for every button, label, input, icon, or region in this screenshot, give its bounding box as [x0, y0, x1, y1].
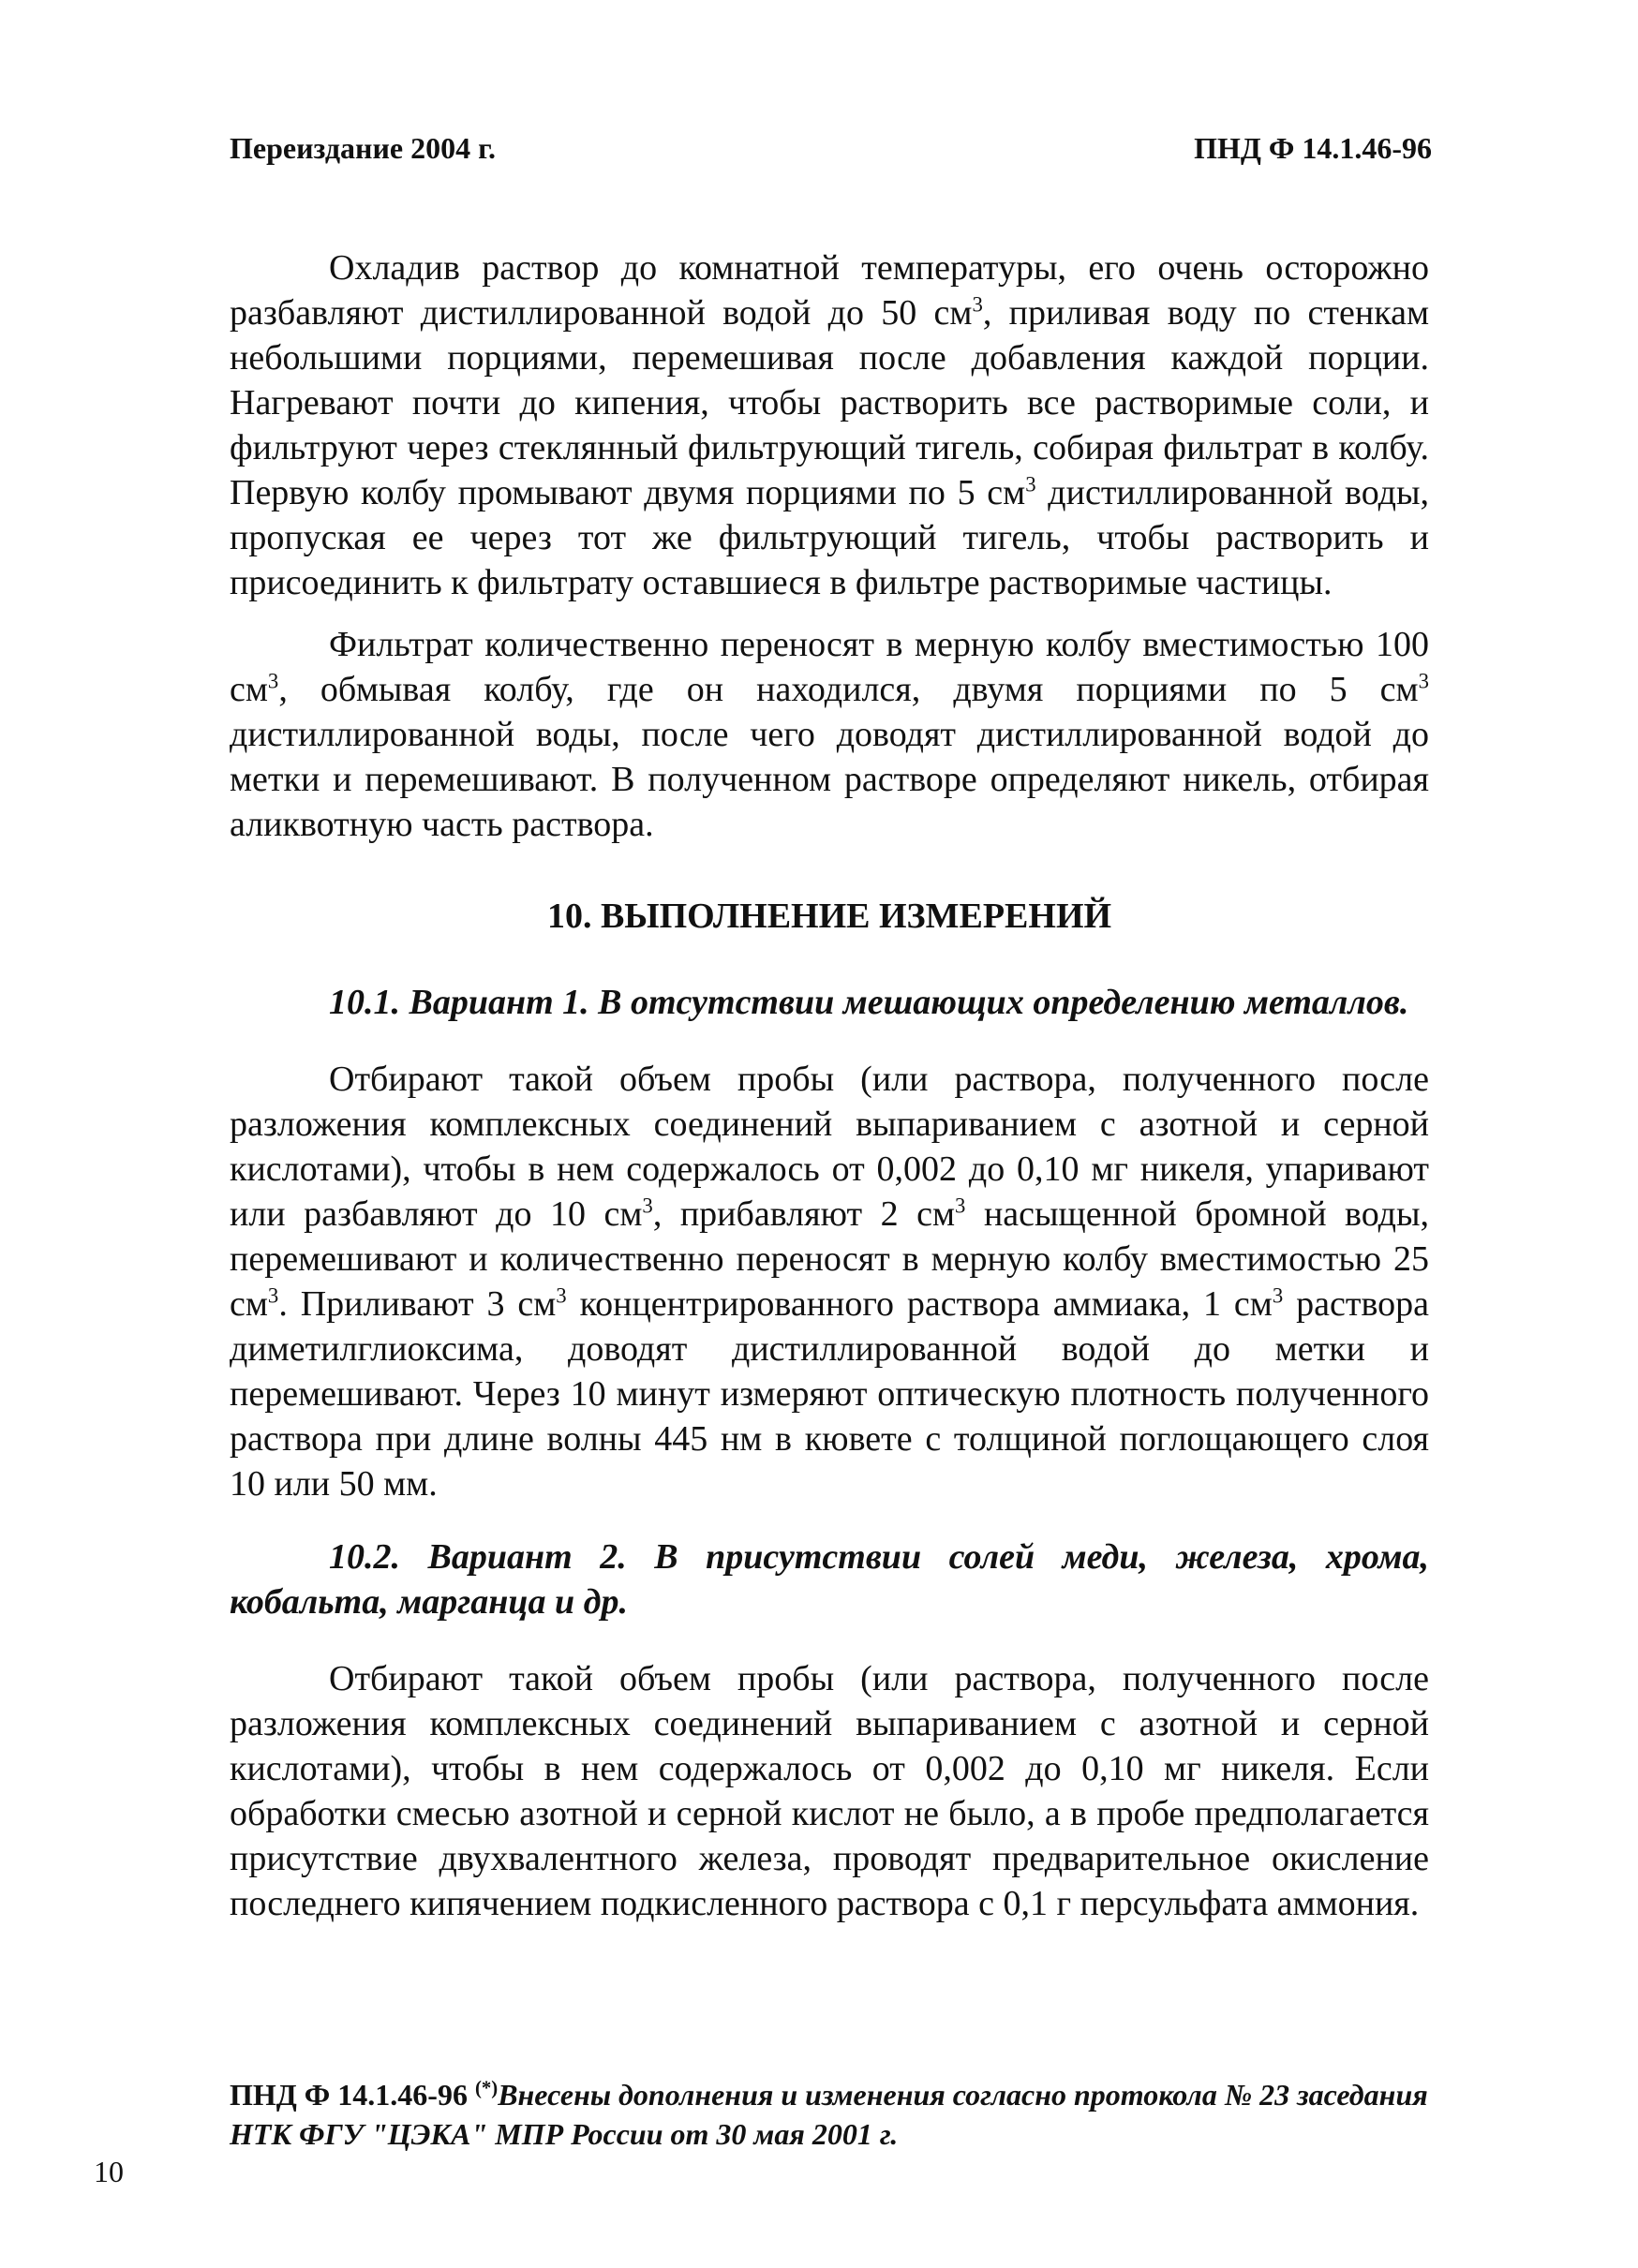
paragraph-variant-2: Отбирают такой объем пробы (или раствора, полученного после разложения комплексных соединений выпариванием с азотной и серной кислотами), чтобы в нем содержалось от 0,002 до 0,10 мг никеля. Если обработки смесью азотной и серной кислот не было, а в пробе предполагается присутствие двухвалентного железа, проводят предварительное окисление последнего кипячением подкисленного раствора с 0,1 г персульфата аммония.	[230, 1659, 1429, 1923]
header-reissue: Переиздание 2004 г.	[230, 131, 496, 165]
section-title: 10. ВЫПОЛНЕНИЕ ИЗМЕРЕНИЙ	[546, 897, 1112, 936]
footnote	[230, 2075, 1429, 2154]
main-content	[230, 245, 1429, 1943]
paragraph-cooling: Охладив раствор до комнатной температуры, его очень осторожно разбавляют дистиллированной водой до 50 $см^3$, приливая воду по стенкам небольшими порциями, перемешивая после добавления каждой порции. Нагревают почти до кипения, чтобы растворить все растворимые соли, и фильтруют через стеклянный фильтрующий тигель, собирая фильтрат в колбу. Первую колбу промывают двумя порциями по 5 $см^3$ дистиллированной воды, пропуская ее через тот же фильтрующий тигель, чтобы растворить и присоединить к фильтрату оставшиеся в фильтре растворимые частицы.	[230, 248, 1429, 602]
page-number: 10	[94, 2155, 124, 2188]
subsection-heading-variant-2: 10.2. Вариант 2. В присутствии солей меди, железа, хрома, кобальта, марганца и др.	[230, 1537, 1429, 1622]
paragraph-filtrate: Фильтрат количественно переносят в мерную колбу вместимостью 100 $см^3$, обмывая колбу, где он находился, двумя порциями по 5 $см^3$ дистиллированной воды, после чего доводят дистиллированной водой до метки и перемешивают. В полученном растворе определяют никель, отбирая аликвотную часть раствора.	[230, 625, 1429, 844]
footnote-text: Внесены дополнения и изменения согласно протокола № 23 заседания НТК ФГУ "ЦЭКА" МПР России от 30 мая 2001 г.	[230, 2078, 1428, 2151]
header-doc-code: ПНД Ф 14.1.46-96	[1194, 131, 1432, 165]
paragraph-variant-1: Отбирают такой объем пробы (или раствора, полученного после разложения комплексных соединений выпариванием с азотной и серной кислотами), чтобы в нем содержалось от 0,002 до 0,10 мг никеля, упаривают или разбавляют до 10 $см^3$, прибавляют 2 $см^3$ насыщенной бромной воды, перемешивают и количественно переносят в мерную колбу вместимостью 25 $см^3$. Приливают 3 $см^3$ концентрированного раствора аммиака, 1 $см^3$ раствора диметилглиоксима, доводят дистиллированной водой до метки и перемешивают. Через 10 минут измеряют оптическую плотность полученного раствора при длине волны 445 нм в кювете с толщиной поглощающего слоя 10 или 50 мм.	[230, 1060, 1429, 1504]
footnote-mark: (*)	[474, 2077, 499, 2099]
footnote-code: ПНД Ф 14.1.46-96	[230, 2078, 475, 2112]
subsection-heading-variant-1: 10.1. Вариант 1. В отсутствии мешающих определению металлов.	[329, 983, 1409, 1022]
